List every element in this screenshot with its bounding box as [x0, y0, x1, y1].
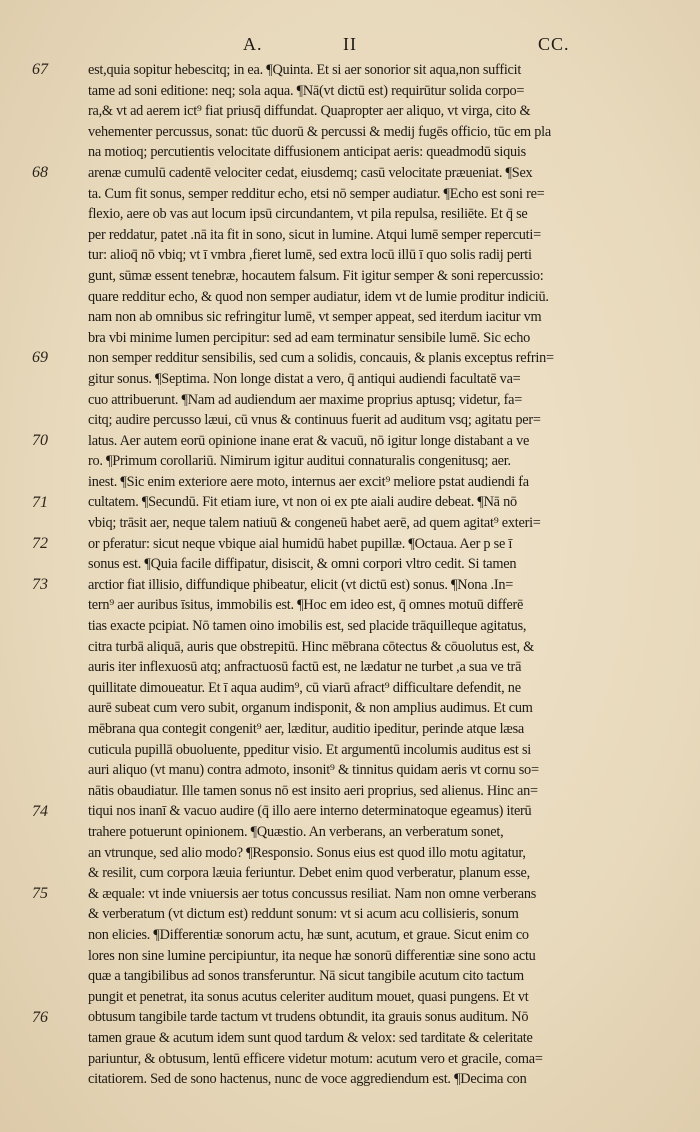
margin-number: 76 [32, 1008, 48, 1026]
text-line: sonus est. ¶Quia facile diffipatur, disiscit, & omni corpori vltro cedit. Si tamen [88, 556, 517, 573]
text-line: auri aliquo (vt manu) contra admoto, insonit⁹ & tinnitus quidam aeris vt cornu so= [88, 762, 539, 779]
text-line: tame ad soni editione: neq; sola aqua. ¶Nā(vt dictū est) requirūtur solida corpo= [88, 82, 525, 99]
text-line: non semper redditur sensibilis, sed cum a solidis, concauis, & planis exceptus refrin= [88, 350, 554, 367]
text-line: vehementer percussus, sonat: tūc duorū & percussi & medij fugēs officio, tūc em pla [88, 123, 551, 140]
text-line: flexio, aere ob vas aut locum ipsū circundantem, vt pila repulsa, resiliēte. Et q̄ se [88, 206, 528, 223]
text-line: cuo attribuerunt. ¶Nam ad audiendum aer maxime proprius aptusq; videtur, fa= [88, 391, 523, 408]
text-line: tias exacte pcipiat. Nō tamen oino imobilis est, sed placide trāquilleque agitatus, [88, 618, 527, 635]
margin-number: 71 [32, 493, 48, 511]
text-line: gunt, sūmæ essent tenebræ, hocautem falsum. Fit igitur semper & soni repercussio: [88, 267, 544, 284]
text-line: & æquale: vt inde vniuersis aer totus concussus resiliat. Nam non omne verberans [88, 885, 537, 902]
page-header [0, 34, 700, 60]
text-line: quare redditur echo, & quod non semper audiatur, idem vt de lumie proditur indiciū. [88, 288, 549, 305]
signature-mark: A. [243, 34, 263, 54]
margin-number: 72 [32, 534, 48, 552]
text-line: citatiorem. Sed de sono hactenus, nunc de voce aggrediendum est. ¶Decima con [88, 1071, 527, 1088]
text-line: tern⁹ aer auribus īsitus, immobilis est. ¶Hoc em ideo est, q̄ omnes motuū differē [88, 597, 524, 614]
text-line: quillitate dimoueatur. Et ī aqua audim⁹, cū viarū afract⁹ difficultare defendit, ne [88, 679, 521, 696]
text-line: bra vbi minime lumen percipitur: sed ad eam terminatur sensibile lumē. Sic echo [88, 329, 530, 346]
text-line: inest. ¶Sic enim exteriore aere moto, internus aer excit⁹ meliore pstat audiendi fa [88, 473, 529, 490]
text-line: an vtrunque, sed alio modo? ¶Responsio. Sonus eius est quod illo motu agitatur, [88, 844, 526, 861]
text-line: cultatem. ¶Secundū. Fit etiam iure, vt non oi ex pte aiali audire debeat. ¶Nā nō [88, 494, 517, 511]
text-line: per reddatur, patet .nā ita fit in sono, sicut in lumine. Atqui lumē semper repercuti= [88, 226, 541, 243]
text-line: obtusum tangibile tarde tactum vt trudens obtundit, ita grauis sonus auditum. Nō [88, 1009, 529, 1026]
text-line: citq; audire percusso læui, cū vnus & continuus fuerit ad auditum vsq; agitatu per= [88, 412, 541, 429]
text-block [88, 60, 608, 1090]
text-line: cuticula pupillā obuoluente, ppeditur visio. Et argumentū incolumis auditus est si [88, 741, 532, 758]
text-line: lores non sine lumine percipiuntur, ita neque hæ sonorū differentiæ sine sono actu [88, 947, 536, 964]
text-line: & verberatum (vt dictum est) reddunt sonum: vt si acum acu collisieris, sonum [88, 906, 519, 923]
text-line: na motioq; percutientis velocitate diffusionem anticipat aeris: queadmodū siquis [88, 144, 526, 161]
text-line: ta. Cum fit sonus, semper redditur echo, etsi nō semper audiatur. ¶Echo est soni re= [88, 185, 545, 202]
text-line: & resilit, cum corpora læuia feriuntur. Debet enim quod verberatur, planum esse, [88, 865, 530, 882]
text-line: nam non ab omnibus sic refringitur lumē, vt semper appeat, sed iterdum iacitur vm [88, 309, 542, 326]
margin-number: 69 [32, 349, 48, 367]
margin-number: 70 [32, 431, 48, 449]
text-line: vbiq; trāsit aer, neque talem natiuū & congeneū habet aerē, ad quem agitat⁹ exteri= [88, 515, 541, 532]
margin-number: 68 [32, 164, 48, 181]
text-line: trahere potuerunt opinionem. ¶Quæstio. An verberans, an verberatum sonet, [88, 823, 504, 840]
text-line: mēbrana qua contegit congenit⁹ aer, læditur, auditio ipeditur, perinde atque læsa [88, 721, 525, 737]
text-line: tamen graue & acutum idem sunt quod tardum & velox: sed tarditate & celeritate [88, 1029, 533, 1046]
margin-number: 75 [32, 885, 48, 902]
margin-number: 74 [32, 802, 48, 820]
text-line: arenæ cumulū cadentē velociter cedat, eiusdemq; casū velocitate præueniat. ¶Sex [88, 164, 533, 181]
text-line: quæ a tangibilibus ad sonos transferuntur. Nā sicut tangibile acutum cito tactum [88, 968, 524, 985]
text-line: latus. Aer autem eorū opinione inane erat & vacuū, nō igitur longe distabant a ve [88, 432, 530, 449]
page-number: II [343, 34, 357, 54]
text-line: nātis obaudiatur. Ille tamen sonus nō est insito aeri proprius, sed alienus. Hinc an= [88, 782, 538, 799]
text-line: arctior fiat illisio, diffundique phibeatur, elicit (vt dictū est) sonus. ¶Nona .In= [88, 576, 514, 593]
margin-number: 73 [32, 576, 48, 593]
margin-number: 67 [32, 61, 48, 78]
folio-number: CC. [538, 34, 570, 54]
text-line: citra turbā aliquā, auris que obstrepitū. Hinc mēbrana cōtectus & cōuolutus est, & [88, 638, 534, 655]
text-line: gitur sonus. ¶Septima. Non longe distat a vero, q̄ antiqui audiendi facultatē va= [88, 370, 521, 387]
text-line: est,quia sopitur hebescitq; in ea. ¶Quinta. Et si aer sonorior sit aqua,non sufficit [88, 62, 522, 78]
text-line: pungit et penetrat, ita sonus acutus celeriter auditum mouet, quasi pungens. Et vt [88, 988, 529, 1005]
text-line: tiqui nos inanī & vacuo audire (q̄ illo aere interno determinatoque egeamus) iterū [88, 803, 532, 820]
text-line: auris iter inflexuosū atq; anfractuosū factū est, ne lædatur ne turbet ,a sua ve trā [88, 659, 522, 676]
text-line: aurē subeat cum vero subit, organum indisponit, & non amplius audimus. Et cum [88, 700, 533, 717]
text-line: non elicies. ¶Differentiæ sonorum actu, hæ sunt, acutum, et graue. Sicut enim co [88, 926, 529, 943]
text-line: ro. ¶Primum corollariū. Nimirum igitur auditui connaturalis congenitusq; aer. [88, 453, 511, 470]
text-line: or pferatur: sicut neque vbique aial humidū habet pupillæ. ¶Octaua. Aer p se ī [88, 535, 513, 552]
text-line: ra,& vt ad aerem ict⁹ fiat priusq̄ diffundat. Quapropter aer aliquo, vt virga, cito & [88, 103, 531, 120]
text-line: pariuntur, & obtusum, lentū efficere videtur motum: acutum vero et gracile, coma= [88, 1050, 543, 1067]
text-line: tur: alioq̄ nō vbiq; vt ī vmbra ,fieret lumē, sed extra locū illū ī quo solis radij perti [88, 247, 532, 264]
